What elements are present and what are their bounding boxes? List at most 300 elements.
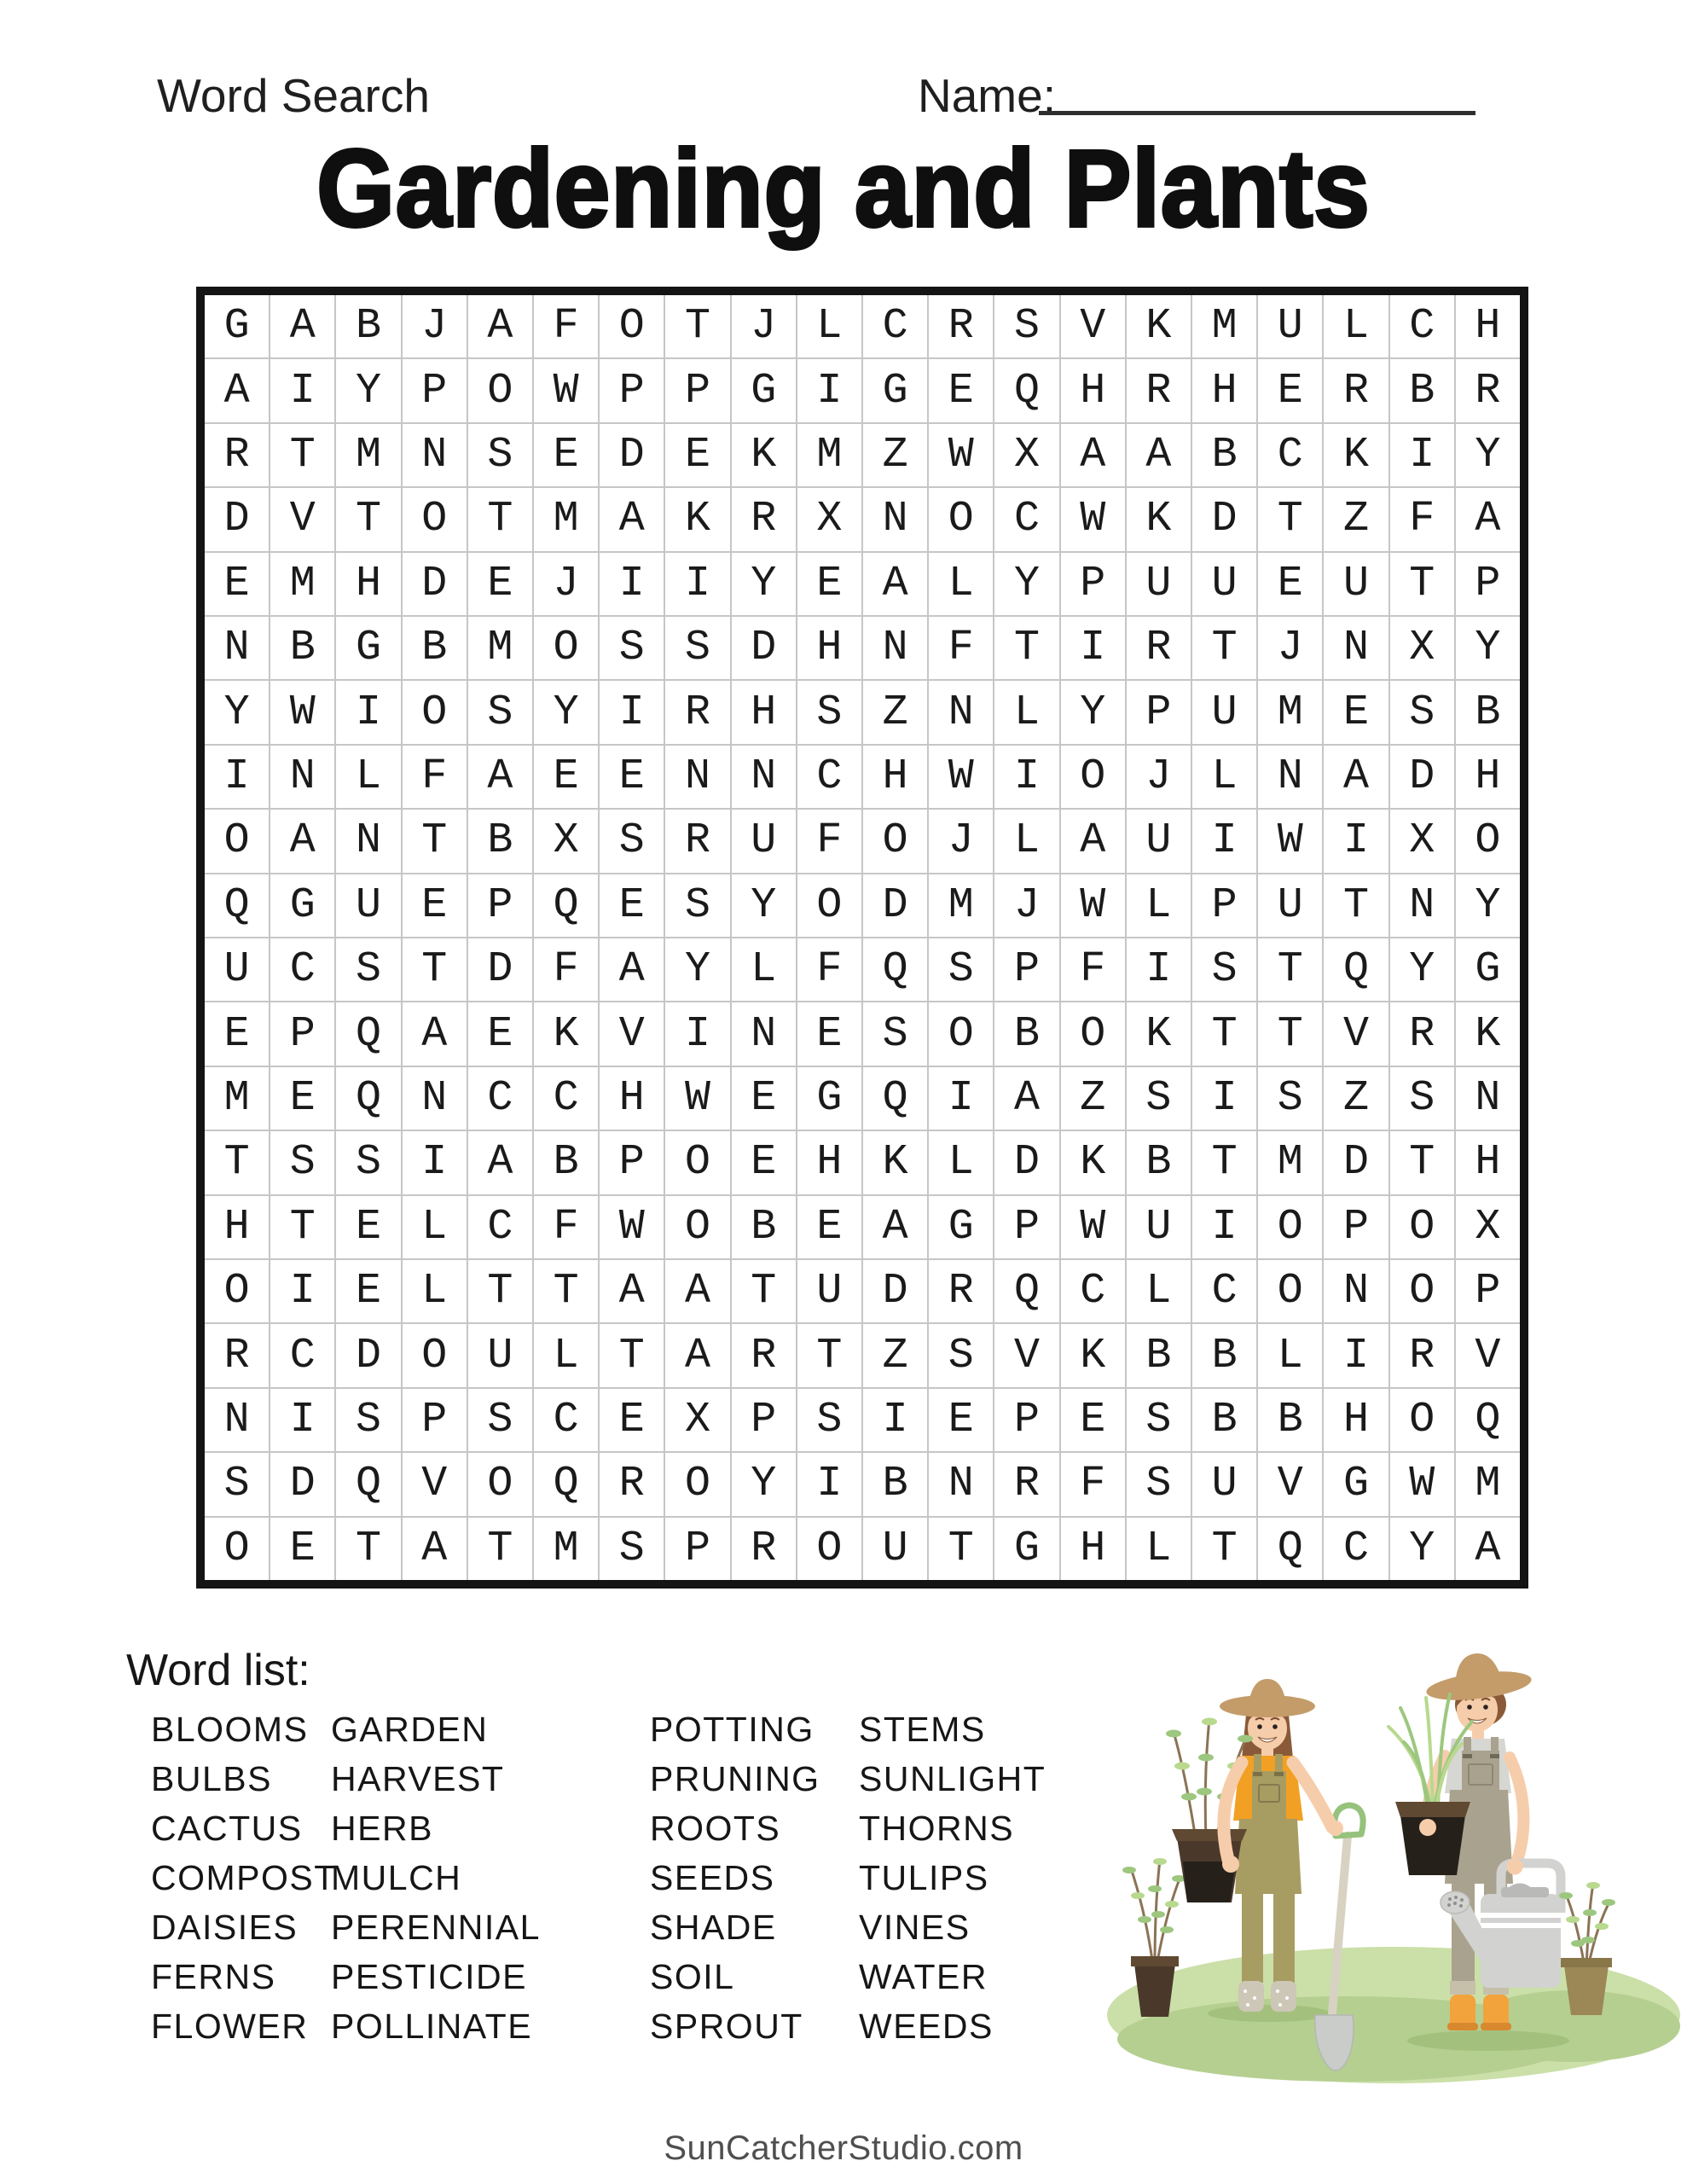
- grid-cell: P: [1456, 1260, 1520, 1322]
- grid-cell: S: [1127, 1453, 1191, 1515]
- grid-cell: R: [1127, 617, 1191, 679]
- grid-cell: I: [270, 359, 334, 421]
- word-list-item: WEEDS: [859, 2007, 994, 2046]
- woman-eye: [1272, 1724, 1278, 1729]
- grid-cell: N: [205, 617, 269, 679]
- grid-cell: P: [1127, 681, 1191, 743]
- grid-cell: C: [468, 1067, 532, 1130]
- grid-cell: D: [468, 938, 532, 1001]
- grid-cell: S: [665, 874, 729, 937]
- grid-cell: L: [403, 1196, 467, 1258]
- page-type-label: Word Search: [157, 69, 430, 122]
- grid-cell: E: [600, 874, 664, 937]
- grid-cell: G: [797, 1067, 861, 1130]
- grid-cell: Y: [1390, 1518, 1454, 1580]
- grid-cell: Q: [205, 874, 269, 937]
- grid-cell: U: [1192, 1453, 1256, 1515]
- grid-cell: X: [797, 488, 861, 550]
- grid-cell: H: [1061, 359, 1125, 421]
- grid-cell: K: [534, 1002, 598, 1065]
- grid-cell: I: [797, 359, 861, 421]
- grid-cell: Q: [1324, 938, 1388, 1001]
- grid-cell: N: [205, 1389, 269, 1451]
- grid-cell: A: [600, 1260, 664, 1322]
- grid-cell: M: [797, 424, 861, 486]
- grid-cell: F: [1061, 1453, 1125, 1515]
- grid-cell: M: [270, 553, 334, 615]
- grid-cell: I: [403, 1131, 467, 1194]
- grid-cell: F: [797, 938, 861, 1001]
- grid-cell: P: [600, 359, 664, 421]
- grid-cell: N: [403, 424, 467, 486]
- grid-cell: A: [205, 359, 269, 421]
- grid-cell: R: [665, 810, 729, 872]
- grid-cell: O: [600, 295, 664, 357]
- grid-cell: I: [1324, 1324, 1388, 1386]
- grid-cell: V: [1324, 1002, 1388, 1065]
- grid-cell: O: [205, 810, 269, 872]
- grid-cell: S: [1258, 1067, 1322, 1130]
- grid-cell: P: [403, 359, 467, 421]
- grid-cell: N: [929, 681, 993, 743]
- grid-cell: G: [336, 617, 400, 679]
- grid-cell: Q: [1456, 1389, 1520, 1451]
- grid-cell: K: [1127, 1002, 1191, 1065]
- grid-cell: H: [1456, 1131, 1520, 1194]
- grid-cell: M: [534, 1518, 598, 1580]
- grid-cell: R: [994, 1453, 1058, 1515]
- grid-cell: S: [929, 938, 993, 1001]
- grid-cell: H: [1061, 1518, 1125, 1580]
- grid-cell: J: [732, 295, 796, 357]
- grid-cell: W: [929, 424, 993, 486]
- grid-cell: E: [732, 1131, 796, 1194]
- man-right-hand: [1507, 1859, 1523, 1875]
- grid-cell: L: [929, 553, 993, 615]
- grid-cell: K: [1324, 424, 1388, 486]
- grid-cell: L: [994, 681, 1058, 743]
- grid-cell: O: [468, 1453, 532, 1515]
- grid-cell: S: [1127, 1067, 1191, 1130]
- grid-cell: F: [797, 810, 861, 872]
- grid-cell: B: [1390, 359, 1454, 421]
- grid-cell: O: [1456, 810, 1520, 872]
- grid-cell: Q: [534, 874, 598, 937]
- grid-cell: K: [732, 424, 796, 486]
- grid-cell: C: [534, 1067, 598, 1130]
- grid-cell: T: [534, 1260, 598, 1322]
- grid-cell: S: [600, 617, 664, 679]
- grid-cell: Y: [1456, 424, 1520, 486]
- plant-leaves: [1122, 1858, 1186, 1933]
- grid-cell: I: [1192, 810, 1256, 872]
- grid-cell: T: [600, 1324, 664, 1386]
- grid-cell: N: [1324, 617, 1388, 679]
- grid-cell: B: [1127, 1324, 1191, 1386]
- grid-cell: R: [665, 681, 729, 743]
- grid-cell: Y: [732, 1453, 796, 1515]
- grid-cell: W: [600, 1196, 664, 1258]
- grid-cell: D: [1324, 1131, 1388, 1194]
- grid-cell: Q: [863, 938, 927, 1001]
- grid-cell: S: [468, 424, 532, 486]
- gardeners-illustration: [1100, 1612, 1687, 2090]
- grid-cell: N: [1258, 746, 1322, 808]
- grid-cell: E: [205, 553, 269, 615]
- grid-cell: P: [403, 1389, 467, 1451]
- can-sprinkler-head: [1441, 1891, 1470, 1914]
- grid-cell: I: [270, 1260, 334, 1322]
- word-list-column: [650, 1705, 859, 2051]
- grid-cell: H: [336, 553, 400, 615]
- grid-cell: L: [1258, 1324, 1322, 1386]
- grid-cell: S: [797, 681, 861, 743]
- grid-cell: T: [403, 810, 467, 872]
- grid-cell: L: [1192, 746, 1256, 808]
- grid-cell: V: [270, 488, 334, 550]
- grid-cell: P: [665, 359, 729, 421]
- grid-cell: C: [1061, 1260, 1125, 1322]
- grid-cell: D: [863, 874, 927, 937]
- grid-cell: Y: [732, 553, 796, 615]
- grid-cell: Z: [1324, 1067, 1388, 1130]
- grid-cell: S: [336, 938, 400, 1001]
- grid-cell: R: [929, 295, 993, 357]
- grid-cell: N: [732, 746, 796, 808]
- grid-cell: I: [665, 1002, 729, 1065]
- grid-cell: B: [403, 617, 467, 679]
- grid-cell: M: [1258, 681, 1322, 743]
- grid-cell: E: [468, 553, 532, 615]
- grid-cell: O: [468, 359, 532, 421]
- grid-cell: B: [1456, 681, 1520, 743]
- grid-cell: R: [732, 1324, 796, 1386]
- grid-cell: A: [403, 1002, 467, 1065]
- grid-cell: S: [929, 1324, 993, 1386]
- word-list-item: THORNS: [859, 1809, 1015, 1848]
- grid-cell: P: [665, 1518, 729, 1580]
- grid-cell: U: [468, 1324, 532, 1386]
- grid-cell: E: [600, 746, 664, 808]
- grid-cell: P: [1061, 553, 1125, 615]
- grid-cell: O: [797, 874, 861, 937]
- grid-cell: E: [929, 359, 993, 421]
- grid-cell: E: [270, 1518, 334, 1580]
- grid-cell: E: [797, 1196, 861, 1258]
- grid-cell: Y: [1390, 938, 1454, 1001]
- grid-cell: L: [336, 746, 400, 808]
- grid-cell: A: [468, 295, 532, 357]
- grid-cell: E: [468, 1002, 532, 1065]
- grid-cell: N: [665, 746, 729, 808]
- grid-cell: I: [665, 553, 729, 615]
- grid-cell: I: [1127, 938, 1191, 1001]
- grid-cell: L: [929, 1131, 993, 1194]
- grid-cell: X: [534, 810, 598, 872]
- figure-shadow: [1208, 2005, 1330, 2022]
- grid-cell: D: [600, 424, 664, 486]
- grid-cell: P: [468, 874, 532, 937]
- grid-cell: H: [205, 1196, 269, 1258]
- grid-cell: J: [994, 874, 1058, 937]
- grid-cell: R: [1456, 359, 1520, 421]
- grid-cell: B: [336, 295, 400, 357]
- grid-cell: P: [270, 1002, 334, 1065]
- grid-cell: J: [403, 295, 467, 357]
- grid-cell: Q: [1258, 1518, 1322, 1580]
- grid-cell: T: [1192, 1002, 1256, 1065]
- grid-cell: O: [205, 1260, 269, 1322]
- word-list-item: HARVEST: [331, 1759, 505, 1798]
- grid-cell: U: [863, 1518, 927, 1580]
- grid-cell: F: [534, 1196, 598, 1258]
- grid-cell: W: [270, 681, 334, 743]
- grid-cell: B: [994, 1002, 1058, 1065]
- grid-cell: S: [665, 617, 729, 679]
- grid-cell: E: [1258, 359, 1322, 421]
- grid-cell: E: [797, 553, 861, 615]
- grid-cell: F: [534, 295, 598, 357]
- grid-cell: T: [797, 1324, 861, 1386]
- grid-cell: A: [665, 1260, 729, 1322]
- grid-cell: Q: [534, 1453, 598, 1515]
- grid-cell: I: [1192, 1196, 1256, 1258]
- grid-cell: L: [797, 295, 861, 357]
- grid-cell: B: [270, 617, 334, 679]
- grid-cell: B: [1127, 1131, 1191, 1194]
- grid-cell: F: [929, 617, 993, 679]
- grid-cell: S: [994, 295, 1058, 357]
- grid-cell: O: [403, 1324, 467, 1386]
- grid-cell: S: [600, 810, 664, 872]
- grid-cell: A: [468, 746, 532, 808]
- grid-cell: V: [1456, 1324, 1520, 1386]
- can-stripe: [1481, 1913, 1561, 1918]
- grid-cell: B: [534, 1131, 598, 1194]
- grid-cell: Y: [665, 938, 729, 1001]
- grid-cell: E: [336, 1260, 400, 1322]
- man-eye: [1467, 1705, 1472, 1710]
- grid-cell: B: [468, 810, 532, 872]
- grid-cell: A: [1127, 424, 1191, 486]
- grid-cell: Y: [994, 553, 1058, 615]
- man-overall-strap: [1491, 1737, 1499, 1754]
- grid-cell: P: [1192, 874, 1256, 937]
- grid-cell: P: [600, 1131, 664, 1194]
- grid-cell: T: [468, 488, 532, 550]
- grid-cell: O: [665, 1196, 729, 1258]
- grid-cell: T: [468, 1260, 532, 1322]
- grid-cell: N: [1324, 1260, 1388, 1322]
- grid-cell: V: [1258, 1453, 1322, 1515]
- grid-cell: U: [205, 938, 269, 1001]
- grid-cell: E: [929, 1389, 993, 1451]
- grid-cell: Y: [732, 874, 796, 937]
- grid-cell: I: [797, 1453, 861, 1515]
- grid-cell: C: [1192, 1260, 1256, 1322]
- grid-cell: T: [403, 938, 467, 1001]
- grid-cell: W: [1061, 874, 1125, 937]
- word-list-item: SPROUT: [650, 2007, 803, 2046]
- grid-cell: C: [534, 1389, 598, 1451]
- grid-cell: K: [1061, 1131, 1125, 1194]
- grid-cell: L: [994, 810, 1058, 872]
- grid-cell: M: [1456, 1453, 1520, 1515]
- grid-cell: R: [1127, 359, 1191, 421]
- grid-cell: T: [1258, 1002, 1322, 1065]
- grid-cell: P: [1456, 553, 1520, 615]
- grid-cell: H: [797, 617, 861, 679]
- grid-cell: Z: [863, 681, 927, 743]
- letter-grid: [196, 287, 1528, 1589]
- word-list-item: SUNLIGHT: [859, 1759, 1046, 1798]
- grid-cell: R: [205, 424, 269, 486]
- grid-cell: W: [534, 359, 598, 421]
- grid-cell: U: [732, 810, 796, 872]
- grid-cell: T: [336, 1518, 400, 1580]
- grid-cell: T: [1192, 617, 1256, 679]
- grid-cell: O: [534, 617, 598, 679]
- grid-cell: H: [863, 746, 927, 808]
- grid-cell: G: [205, 295, 269, 357]
- grid-cell: R: [929, 1260, 993, 1322]
- grid-cell: I: [1390, 424, 1454, 486]
- grid-cell: Y: [534, 681, 598, 743]
- grid-cell: N: [1456, 1067, 1520, 1130]
- word-list-item: BULBS: [151, 1759, 272, 1798]
- man-overall-strap: [1464, 1737, 1471, 1754]
- grid-cell: A: [863, 553, 927, 615]
- grid-cell: R: [1390, 1324, 1454, 1386]
- grid-cell: A: [1456, 488, 1520, 550]
- grid-cell: B: [1192, 1324, 1256, 1386]
- grid-cell: W: [1061, 1196, 1125, 1258]
- grid-cell: G: [929, 1196, 993, 1258]
- grid-cell: Y: [1456, 874, 1520, 937]
- grid-cell: E: [1324, 681, 1388, 743]
- grid-cell: H: [1192, 359, 1256, 421]
- woman-hat: [1220, 1679, 1315, 1717]
- pant-cuff: [1450, 1981, 1475, 1995]
- grid-cell: U: [1258, 295, 1322, 357]
- grid-cell: G: [994, 1518, 1058, 1580]
- word-list-columns: [151, 1705, 1046, 2051]
- grid-cell: W: [1390, 1453, 1454, 1515]
- grid-cell: O: [797, 1518, 861, 1580]
- grid-cell: N: [270, 746, 334, 808]
- grid-cell: E: [665, 424, 729, 486]
- grid-cell: T: [1258, 938, 1322, 1001]
- puzzle-title: Gardening and Plants: [316, 128, 1371, 250]
- grid-cell: J: [1258, 617, 1322, 679]
- grid-cell: E: [403, 874, 467, 937]
- grid-cell: P: [732, 1389, 796, 1451]
- grid-cell: D: [1390, 746, 1454, 808]
- grid-cell: N: [863, 617, 927, 679]
- plant-pot: [1564, 1966, 1609, 2015]
- word-list-column: [859, 1705, 1046, 2051]
- grid-cell: A: [270, 295, 334, 357]
- word-list-item: WATER: [859, 1957, 988, 1996]
- grid-cell: Y: [1456, 617, 1520, 679]
- grid-cell: U: [1324, 553, 1388, 615]
- grid-cell: K: [1061, 1324, 1125, 1386]
- grid-cell: U: [1127, 810, 1191, 872]
- grid-cell: S: [600, 1518, 664, 1580]
- woman-overall-strap: [1275, 1754, 1283, 1774]
- strap-buckle: [1490, 1754, 1499, 1758]
- grid-cell: A: [1061, 424, 1125, 486]
- grid-cell: S: [336, 1131, 400, 1194]
- strap-buckle: [1274, 1772, 1284, 1776]
- grid-cell: S: [205, 1453, 269, 1515]
- grid-cell: A: [1061, 810, 1125, 872]
- grid-cell: B: [732, 1196, 796, 1258]
- grid-cell: T: [270, 424, 334, 486]
- can-body: [1481, 1894, 1561, 1988]
- grid-cell: D: [205, 488, 269, 550]
- grid-cell: X: [1456, 1196, 1520, 1258]
- grid-cell: H: [797, 1131, 861, 1194]
- grid-cell: I: [336, 681, 400, 743]
- grid-cell: M: [534, 488, 598, 550]
- word-list-item: HERB: [331, 1809, 433, 1848]
- word-list-item: BLOOMS: [151, 1710, 309, 1749]
- man-hat: [1423, 1647, 1533, 1705]
- word-list-item: FERNS: [151, 1957, 276, 1996]
- man-eye: [1483, 1705, 1488, 1710]
- grid-cell: F: [1390, 488, 1454, 550]
- grid-cell: X: [994, 424, 1058, 486]
- word-list-item: PRUNING: [650, 1759, 820, 1798]
- pot-rim: [1131, 1956, 1179, 1966]
- grid-cell: R: [205, 1324, 269, 1386]
- word-list-item: VINES: [859, 1908, 971, 1947]
- grid-cell: B: [1192, 424, 1256, 486]
- word-list-item: MULCH: [331, 1858, 462, 1897]
- grid-cell: C: [994, 488, 1058, 550]
- grid-cell: T: [1324, 874, 1388, 937]
- grid-cell: X: [665, 1389, 729, 1451]
- grid-cell: O: [665, 1453, 729, 1515]
- word-list-item: DAISIES: [151, 1908, 299, 1947]
- grid-cell: L: [1324, 295, 1388, 357]
- grid-cell: O: [1390, 1196, 1454, 1258]
- grid-cell: I: [994, 746, 1058, 808]
- grid-cell: S: [270, 1131, 334, 1194]
- grid-cell: C: [1324, 1518, 1388, 1580]
- grid-cell: C: [468, 1196, 532, 1258]
- grid-cell: R: [600, 1453, 664, 1515]
- grid-cell: U: [1127, 1196, 1191, 1258]
- woman-overall-bib: [1252, 1771, 1286, 1819]
- grid-cell: L: [534, 1324, 598, 1386]
- grid-cell: O: [1258, 1196, 1322, 1258]
- grid-cell: V: [403, 1453, 467, 1515]
- grid-cell: T: [270, 1196, 334, 1258]
- grid-cell: T: [468, 1518, 532, 1580]
- grid-cell: U: [1192, 553, 1256, 615]
- grid-cell: L: [403, 1260, 467, 1322]
- grid-cell: H: [600, 1067, 664, 1130]
- grid-cell: C: [1258, 424, 1322, 486]
- grid-cell: A: [994, 1067, 1058, 1130]
- grid-cell: Q: [994, 1260, 1058, 1322]
- grid-cell: O: [205, 1518, 269, 1580]
- grid-cell: E: [1258, 553, 1322, 615]
- grid-cell: L: [1127, 874, 1191, 937]
- grid-cell: S: [1390, 1067, 1454, 1130]
